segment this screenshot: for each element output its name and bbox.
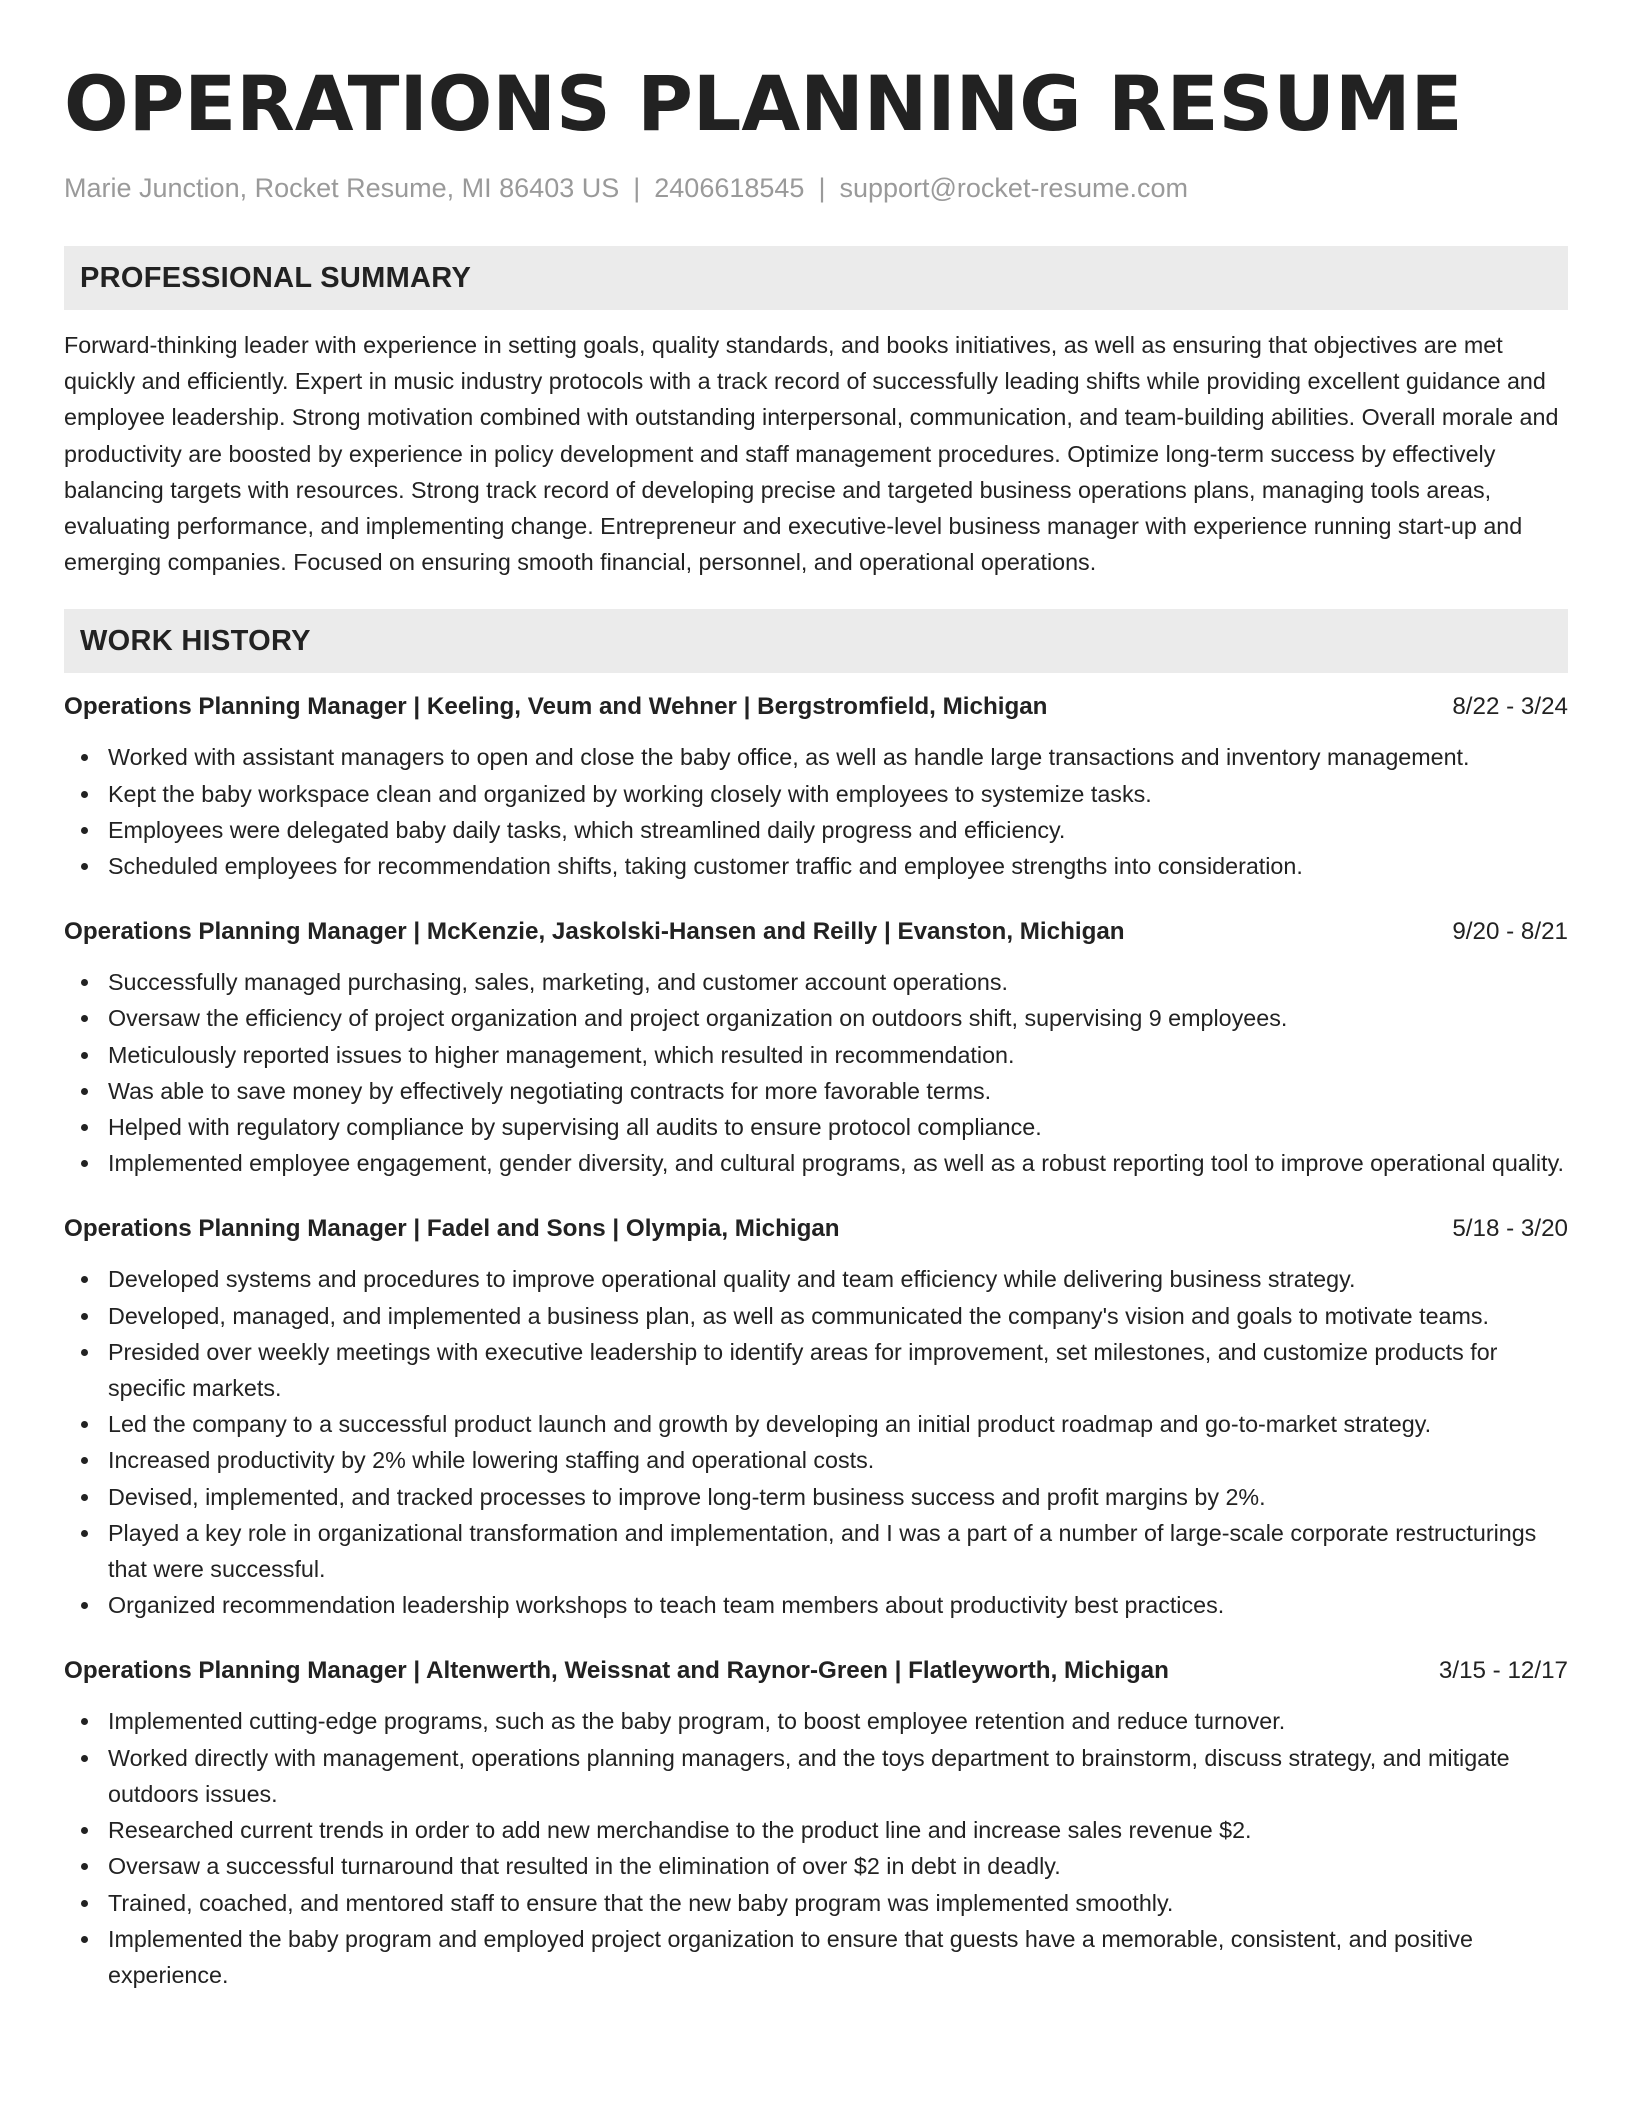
job-entry — [64, 1653, 1568, 1993]
job-title: Operations Planning Manager | McKenzie, Jaskolski-Hansen and Reilly | Evanston, Michigan — [64, 918, 1125, 946]
job-header — [64, 1653, 1568, 1689]
job-bullet: Was able to save money by effectively negotiating contracts for more favorable terms. — [108, 1073, 1568, 1109]
job-bullet: Researched current trends in order to add new merchandise to the product line and increase sales revenue $2. — [108, 1812, 1568, 1848]
job-bullet: Oversaw a successful turnaround that resulted in the elimination of over $2 in debt in deadly. — [108, 1848, 1568, 1884]
contact-email: support@rocket-resume.com — [839, 173, 1188, 203]
job-bullet: Worked directly with management, operations planning managers, and the toys department to brainstorm, discuss strategy, and mitigate outdoors issues. — [108, 1740, 1568, 1812]
job-bullet: Developed, managed, and implemented a business plan, as well as communicated the company's vision and goals to motivate teams. — [108, 1298, 1568, 1334]
job-bullet: Organized recommendation leadership workshops to teach team members about productivity best practices. — [108, 1587, 1568, 1623]
job-bullet: Implemented employee engagement, gender diversity, and cultural programs, as well as a robust reporting tool to improve operational quality. — [108, 1145, 1568, 1181]
job-bullet: Scheduled employees for recommendation shifts, taking customer traffic and employee strengths into consideration. — [108, 848, 1568, 884]
job-bullet: Increased productivity by 2% while lowering staffing and operational costs. — [108, 1442, 1568, 1478]
job-bullet: Implemented the baby program and employed project organization to ensure that guests have a memorable, consistent, and positive experience. — [108, 1921, 1568, 1993]
job-header — [64, 914, 1568, 950]
professional-summary-text: Forward-thinking leader with experience in setting goals, quality standards, and books initiatives, as well as ensuring that objectives are met quickly and efficiently. Expert in music industry protocols with a track record of successfully leading shifts while providing excellent guidance and employee leadership. Strong motivation combined with outstanding interpersonal, communication, and team-building abilities. Overall morale and productivity are boosted by experience in policy development and staff management procedures. Optimize long-term success by effectively balancing targets with resources. Strong track record of developing precise and targeted business operations plans, managing tools areas, evaluating performance, and implementing change. Entrepreneur and executive-level business manager with experience running start-up and emerging companies. Focused on ensuring smooth financial, personnel, and operational operations. — [64, 332, 1559, 576]
contact-separator: | — [633, 173, 641, 203]
resume-page — [64, 56, 1568, 1993]
contact-separator: | — [818, 173, 826, 203]
contact-line — [64, 170, 1568, 206]
job-bullet: Worked with assistant managers to open and close the baby office, as well as handle large transactions and inventory management. — [108, 739, 1568, 775]
job-title: Operations Planning Manager | Altenwerth, Weissnat and Raynor-Green | Flatleyworth, Michigan — [64, 1657, 1169, 1685]
job-dates: 8/22 - 3/24 — [1452, 693, 1568, 721]
job-bullet: Meticulously reported issues to higher management, which resulted in recommendation. — [108, 1037, 1568, 1073]
job-bullets — [64, 739, 1568, 884]
job-bullet: Successfully managed purchasing, sales, marketing, and customer account operations. — [108, 964, 1568, 1000]
work-history-heading: WORK HISTORY — [64, 609, 1568, 673]
job-dates: 3/15 - 12/17 — [1438, 1657, 1568, 1685]
job-title: Operations Planning Manager | Fadel and Sons | Olympia, Michigan — [64, 1215, 840, 1243]
job-bullet: Employees were delegated baby daily tasks, which streamlined daily progress and efficiency. — [108, 812, 1568, 848]
job-bullets — [64, 1261, 1568, 1623]
job-bullets — [64, 964, 1568, 1181]
job-bullet: Kept the baby workspace clean and organized by working closely with employees to systemize tasks. — [108, 776, 1568, 812]
contact-phone: 2406618545 — [654, 173, 805, 203]
job-bullet: Devised, implemented, and tracked processes to improve long-term business success and profit margins by 2%. — [108, 1479, 1568, 1515]
job-bullet: Developed systems and procedures to improve operational quality and team efficiency while delivering business strategy. — [108, 1261, 1568, 1297]
job-bullet: Played a key role in organizational transformation and implementation, and I was a part of a number of large-scale corporate restructurings that were successful. — [108, 1515, 1568, 1587]
job-bullet: Oversaw the efficiency of project organization and project organization on outdoors shift, supervising 9 employees. — [108, 1000, 1568, 1036]
job-bullet: Led the company to a successful product launch and growth by developing an initial product roadmap and go-to-market strategy. — [108, 1406, 1568, 1442]
job-bullet: Presided over weekly meetings with executive leadership to identify areas for improvement, set milestones, and customize products for specific markets. — [108, 1334, 1568, 1406]
job-bullet: Helped with regulatory compliance by supervising all audits to ensure protocol compliance. — [108, 1109, 1568, 1145]
job-bullets — [64, 1703, 1568, 1993]
professional-summary-heading: PROFESSIONAL SUMMARY — [64, 246, 1568, 310]
contact-address: Marie Junction, Rocket Resume, MI 86403 US — [64, 173, 620, 203]
job-header — [64, 1211, 1568, 1247]
job-entry — [64, 914, 1568, 1181]
job-entry — [64, 689, 1568, 884]
job-bullet: Trained, coached, and mentored staff to ensure that the new baby program was implemented smoothly. — [108, 1885, 1568, 1921]
job-entry — [64, 1211, 1568, 1623]
job-header — [64, 689, 1568, 725]
job-title: Operations Planning Manager | Keeling, Veum and Wehner | Bergstromfield, Michigan — [64, 693, 1048, 721]
resume-title: OPERATIONS PLANNING RESUME — [64, 59, 1463, 148]
job-bullet: Implemented cutting-edge programs, such as the baby program, to boost employee retention and reduce turnover. — [108, 1703, 1568, 1739]
job-dates: 5/18 - 3/20 — [1452, 1215, 1568, 1243]
job-dates: 9/20 - 8/21 — [1452, 918, 1568, 946]
